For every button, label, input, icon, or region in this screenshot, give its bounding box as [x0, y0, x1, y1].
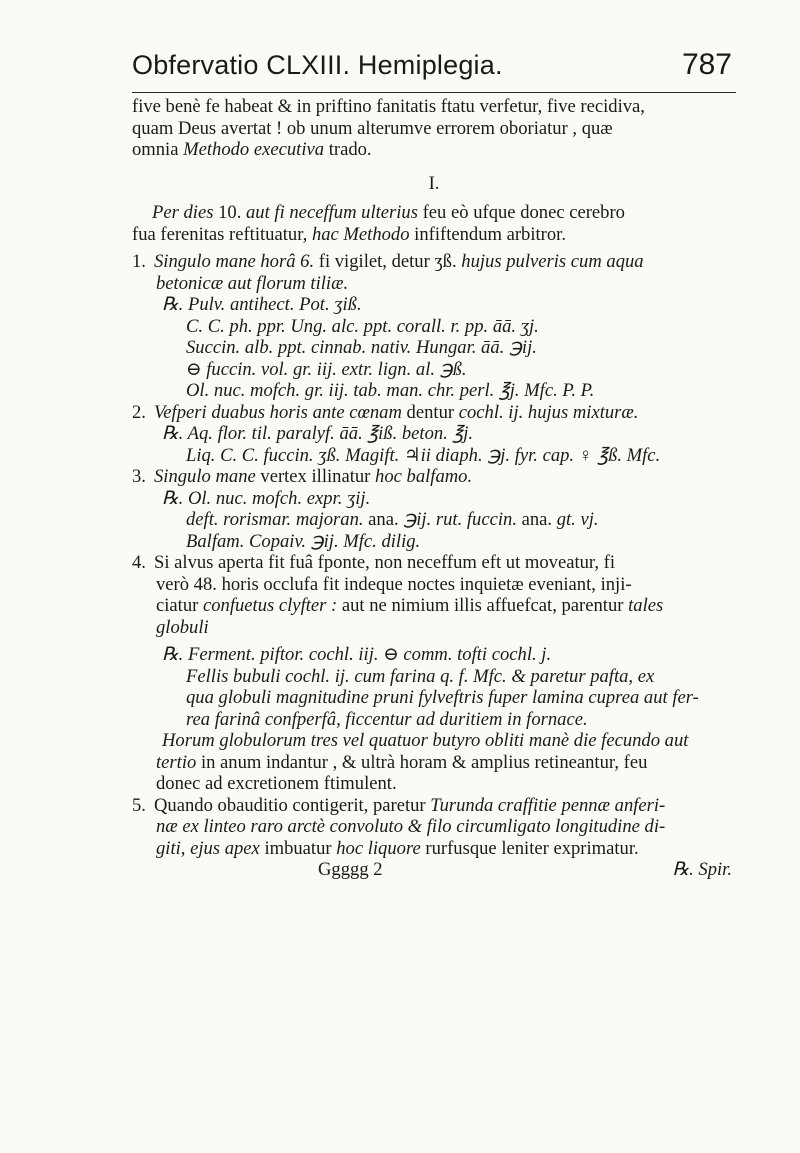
text-line: ciatur confuetus clyfter : aut ne nimium illis affuefcat, parentur tales [156, 595, 664, 616]
section-numeral: I. [428, 172, 440, 194]
text-line: betonicæ aut florum tiliæ. [156, 272, 349, 294]
recipe-line: Balfam. Copaiv. ℈ij. Mfc. dilig. [186, 530, 421, 552]
signature-mark: Ggggg 2 [318, 859, 383, 880]
text-line: næ ex linteo raro arctè convoluto & filo circumligato longitudine di- [156, 816, 666, 837]
page-title: Obfervatio CLXIII. Hemiplegia. [132, 50, 503, 80]
page-number: 787 [681, 48, 732, 81]
recipe-line: Liq. C. C. fuccin. ʒß. Magift. ♃ii diaph. ℈j. fyr. cap. ♀ ℥ß. Mfc. [186, 444, 661, 466]
list-item: 4. Si alvus aperta fit fuâ fponte, non neceffum eft ut moveatur, fi [132, 552, 616, 573]
recipe-line: ℞. Ferment. piftor. cochl. iij. ⊖ comm. tofti cochl. j. [162, 644, 552, 665]
text-line: Horum globulorum tres vel quatuor butyro obliti manè die fecundo aut [162, 730, 689, 751]
recipe-line: C. C. ph. ppr. Ung. alc. ppt. corall. r. pp. āā. ʒj. [186, 315, 539, 337]
text-line: quam Deus avertat ! ob unum alterumve errorem oboriatur , quæ [132, 117, 613, 139]
header-rule [132, 92, 736, 93]
text-line: verò 48. horis occlufa fit indeque noctes inquietæ eveniant, inji- [156, 573, 632, 595]
text-line: donec ad excretionem ftimulent. [156, 773, 397, 794]
list-item: 5. Quando obauditio contigerit, paretur Turunda craffitie pennæ anferi- [132, 794, 666, 816]
list-item: 2. Vefperi duabus horis ante cœnam dentur cochl. ij. hujus mixturæ. [132, 401, 639, 423]
text-line: Per dies 10. aut fi neceffum ulterius feu eò ufque donec cerebro [152, 202, 625, 223]
recipe-line: Ol. nuc. mofch. gr. iij. tab. man. chr. perl. ℥j. Mfc. P. P. [186, 380, 595, 401]
recipe-line: ℞. Ol. nuc. mofch. expr. ʒij. [162, 487, 371, 509]
recipe-line: Fellis bubuli cochl. ij. cum farina q. f. Mfc. & paretur pafta, ex [186, 665, 655, 687]
text-line: globuli [156, 616, 209, 638]
recipe-line: Succin. alb. ppt. cinnab. nativ. Hungar. āā. ℈ij. [186, 337, 537, 358]
recipe-line: ℞. Pulv. antihect. Pot. ʒiß. [162, 294, 362, 315]
text-line: giti, ejus apex imbuatur hoc liquore rurfusque leniter exprimatur. [156, 837, 639, 859]
text-line: five benè fe habeat & in priftino fanitatis ftatu verfetur, five recidiva, [132, 96, 645, 117]
running-header [132, 48, 732, 88]
text-line: omnia Methodo executiva trado. [132, 139, 372, 160]
recipe-line: ℞. Aq. flor. til. paralyf. āā. ℥iß. beton. ℥j. [162, 423, 474, 444]
recipe-line: qua globuli magnitudine pruni fylveftris fuper lamina cuprea aut fer- [186, 687, 699, 708]
page-footer [132, 859, 736, 881]
recipe-line: ⊖ fuccin. vol. gr. iij. extr. lign. al. ℈ß. [186, 358, 467, 380]
list-item: 3. Singulo mane vertex illinatur hoc balfamo. [132, 466, 473, 487]
page-body [132, 96, 736, 881]
recipe-line: deft. rorismar. majoran. ana. ℈ij. rut. fuccin. ana. gt. vj. [186, 509, 599, 530]
list-item: 1. Singulo mane horâ 6. fi vigilet, detur ʒß. hujus pulveris cum aqua [132, 251, 644, 272]
text-line: fua ferenitas reftituatur, hac Methodo infiftendum arbitror. [132, 223, 566, 245]
text-line: tertio in anum indantur , & ultrà horam & amplius retineantur, feu [156, 751, 648, 773]
recipe-line: rea farinâ confperfâ, ficcentur ad duritiem in fornace. [186, 708, 588, 730]
catchword: ℞. Spir. [672, 859, 732, 880]
